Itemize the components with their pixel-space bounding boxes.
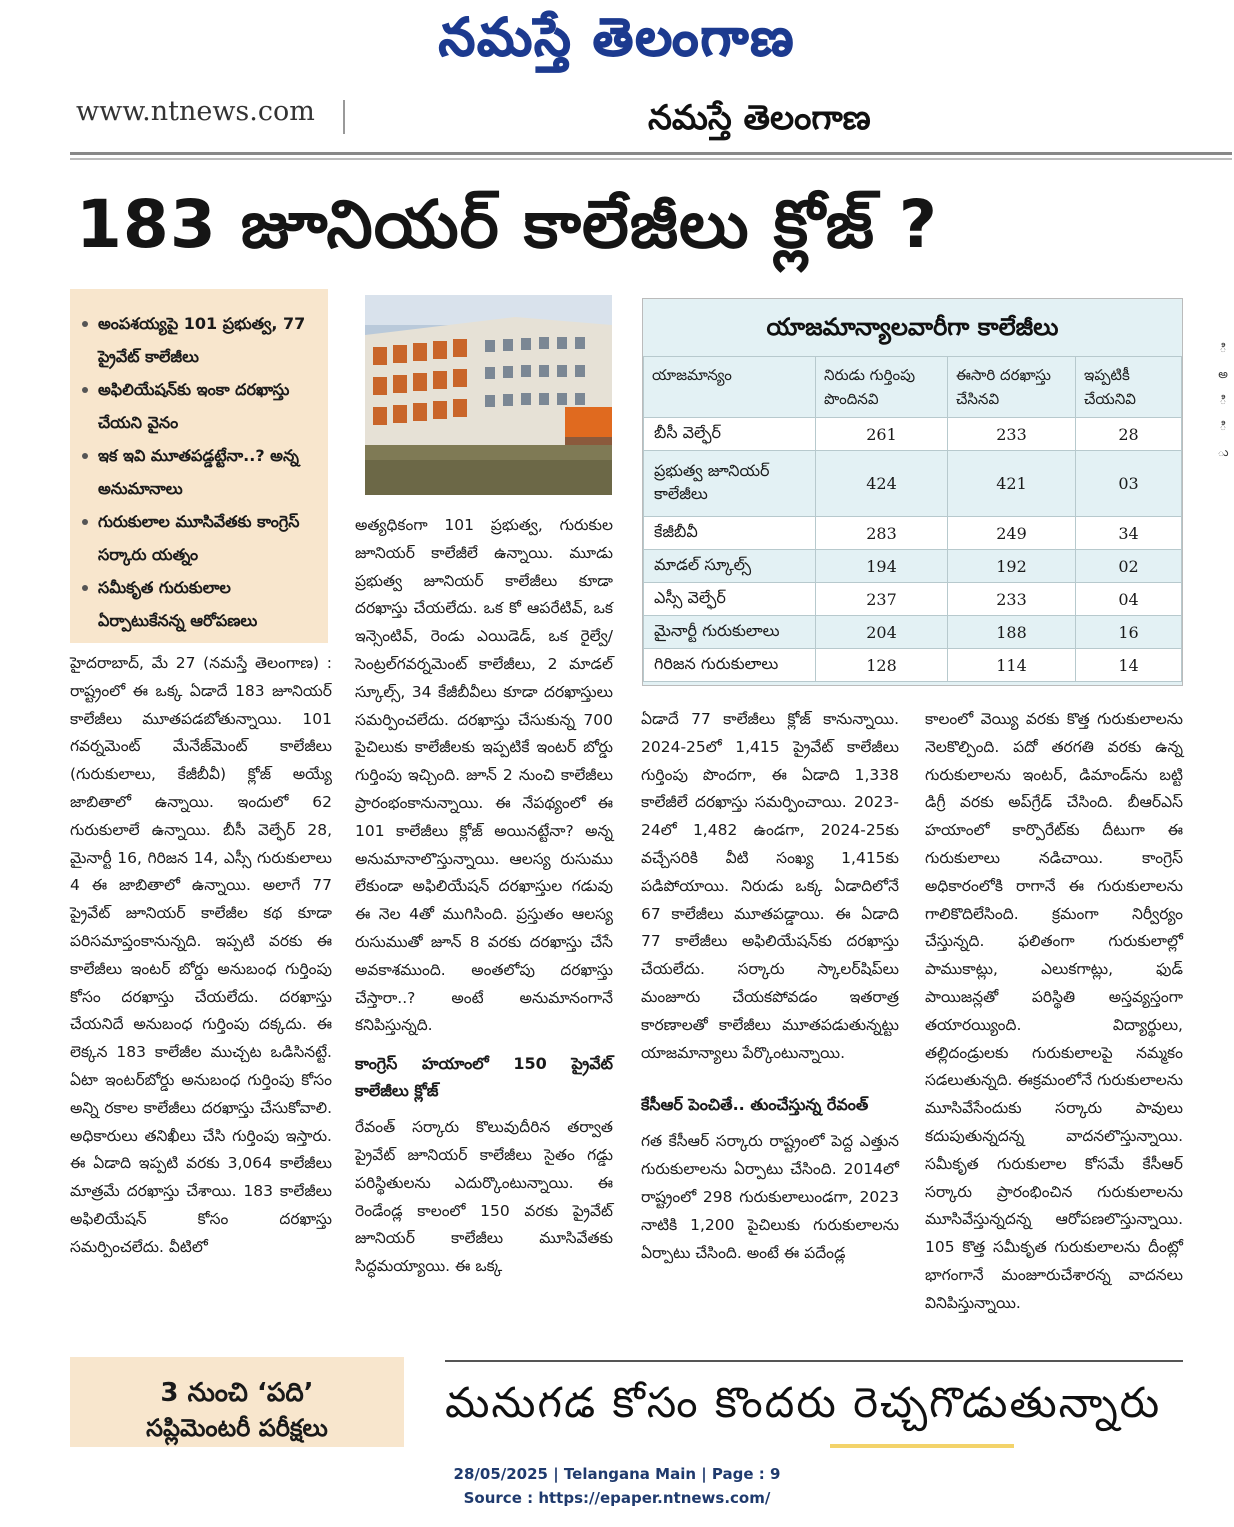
table-row	[644, 583, 1182, 616]
article-paragraph: హైదరాబాద్‌, మే 27 (నమస్తే తెలంగాణ) : రాష్ట్రంలో ఈ ఒక్క ఏడాదే 183 జూనియర్‌ కాలేజీలు మూతపడబోతున్నాయి. 101 గవర్నమెంట్‌ మేనేజ్‌మెంట్‌ కాలేజీలు (గురుకులాలు, కేజీబీవీ) క్లోజ్‌ అయ్యే జాబితాలో ఉన్నాయి. ఇందులో 62 గురుకులాలే ఉన్నాయి. బీసీ వెల్ఫేర్‌ 28, మైనార్టీ 16, గిరిజన 14, ఎస్సీ గురుకులాలు 4 ఈ జాబితాలో ఉన్నాయి. అలాగే 77 ప్రైవేట్‌ జూనియర్‌ కాలేజీల కథ కూడా పరిసమాప్తంకానున్నది. ఇప్పటి వరకు ఈ కాలేజీలు ఇంటర్‌ బోర్డు అనుబంధ గుర్తింపు కోసం దరఖాస్తు చేయలేదు. దరఖాస్తు చేయనిదే అనుబంధ గుర్తింపు దక్కదు. ఈ లెక్కన 183 కాలేజీల ముచ్చట ఒడిసినట్టే. ఏటా ఇంటర్‌బోర్డు అనుబంధ గుర్తింపు కోసం అన్ని రకాల కాలేజీలు దరఖాస్తు చేసుకోవాలి. అధికారులు తనిఖీలు చేసి గుర్తింపు ఇస్తారు. ఈ ఏడాది ఇప్పటి వరకు 3,064 కాలేజీలు మాత్రమే దరఖాస్తు చేశాయి. 183 కాలేజీలు అఫిలియేషన్‌ కోసం దరఖాస్తు సమర్పించలేదు. వీటిలో	[70, 654, 332, 1256]
teaser-title: 3 నుంచి ‘పది’	[160, 1378, 314, 1408]
table-cell: 16	[1076, 616, 1182, 649]
bottom-rule	[445, 1360, 1183, 1362]
table-cell: 114	[948, 649, 1076, 682]
table-cell: 233	[948, 583, 1076, 616]
table-row	[644, 517, 1182, 550]
column-header: యాజమాన్యం	[644, 357, 816, 418]
table-cell: 128	[816, 649, 948, 682]
table-cell: 188	[948, 616, 1076, 649]
table-cell: 03	[1076, 451, 1182, 517]
article-column-2	[355, 512, 613, 1281]
building-illustration	[365, 295, 612, 495]
main-headline: 183 జూనియర్‌ కాలేజీలు క్లోజ్‌ ?	[76, 186, 939, 263]
table-cell: మాడల్‌ స్కూల్స్‌	[644, 550, 816, 583]
adjacent-article-fragment: ి అ ి ి ు	[1217, 341, 1229, 459]
column-header: ఇప్పటికీ చేయనివి	[1076, 357, 1182, 418]
management-table	[643, 356, 1182, 682]
table-cell: 261	[816, 418, 948, 451]
article-subheading: కాంగ్రెస్‌ హయాంలో 150 ప్రైవేట్‌ కాలేజీలు క్లోజ్‌	[355, 1054, 613, 1101]
table-cell: మైనార్టీ గురుకులాలు	[644, 616, 816, 649]
article-subheading: కేసీఆర్‌ పెంచితే.. తుంచేస్తున్న రేవంత్‌	[641, 1095, 869, 1115]
article-paragraph: గత కేసీఆర్‌ సర్కారు రాష్ట్రంలో పెద్ద ఎత్తున గురుకులాలను ఏర్పాటు చేసింది. 2014లో రాష్ట్రంలో 298 గురుకులాలుండగా, 2023 నాటికి 1,200 పైచిలుకు గురుకులాలను ఏర్పాటు చేసింది. అంటే ఈ పదేండ్ల	[641, 1132, 899, 1262]
website-url: www.ntnews.com	[76, 96, 315, 127]
teaser-subtitle: సప్లిమెంటరీ పరీక్షలు	[146, 1414, 328, 1442]
table-cell: 283	[816, 517, 948, 550]
table-title: యాజమాన్యాలవారీగా కాలేజీలు	[766, 313, 1059, 341]
column-header: ఈసారి దరఖాస్తు చేసినవి	[948, 357, 1076, 418]
college-building-photo	[365, 295, 612, 495]
table-cell: 204	[816, 616, 948, 649]
column-header: నిరుడు గుర్తింపు పొందినవి	[816, 357, 948, 418]
table-cell: 237	[816, 583, 948, 616]
article-column-1	[70, 650, 332, 1262]
table-cell: 34	[1076, 517, 1182, 550]
table-cell: 28	[1076, 418, 1182, 451]
table-cell: 14	[1076, 649, 1182, 682]
table-row	[644, 418, 1182, 451]
highlight-item: ఇక ఇవి మూతపడ్డట్టేనా..? అన్న అనుమానాలు	[82, 439, 318, 505]
table-cell: 421	[948, 451, 1076, 517]
next-article-headline: మనుగడ కోసం కొందరు రెచ్చగొడుతున్నారు	[445, 1378, 1162, 1427]
table-cell: గిరిజన గురుకులాలు	[644, 649, 816, 682]
table-cell: 249	[948, 517, 1076, 550]
highlight-strip	[830, 1444, 1014, 1448]
highlight-item: సమీకృత గురుకులాల ఏర్పాటుకేనన్న ఆరోపణలు	[82, 571, 318, 637]
table-cell: 424	[816, 451, 948, 517]
table-cell: 233	[948, 418, 1076, 451]
table-cell: 04	[1076, 583, 1182, 616]
highlights-list	[82, 307, 318, 637]
page-footer	[0, 1462, 1234, 1510]
section-title: నమస్తే తెలంగాణ	[648, 98, 871, 138]
article-paragraph: అత్యధికంగా 101 ప్రభుత్వ, గురుకుల జూనియర్‌ కాలేజీలే ఉన్నాయి. మూడు ప్రభుత్వ జూనియర్‌ కాలేజీలు కూడా దరఖాస్తు చేయలేదు. ఒక కో ఆపరేటివ్‌, ఒక ఇన్సెంటివ్‌, రెండు ఎయిడెడ్‌, ఒక రైల్వే/సెంట్రల్‌గవర్నమెంట్‌ కాలేజీలు, 2 మాడల్‌ స్కూల్స్‌, 34 కేజీబీవీలు కూడా దరఖాస్తులు సమర్పించలేదు. దరఖాస్తు చేసుకున్న 700 పైచిలుకు కాలేజీలకు ఇప్పటికే ఇంటర్‌ బోర్డు గుర్తింపు ఇచ్చింది. జూన్‌ 2 నుంచి కాలేజీలు ప్రారంభంకానున్నాయి. ఈ నేపథ్యంలో ఈ 101 కాలేజీలు క్లోజ్‌ అయినట్టేనా? అన్న అనుమానాలొస్తున్నాయి. ఆలస్య రుసుము లేకుండా అఫిలియేషన్‌ దరఖాస్తుల గడువు ఈ నెల 4తో ముగిసింది. ప్రస్తుతం ఆలస్య రుసుముతో జూన్‌ 8 వరకు దరఖాస్తు చేసే అవకాశముంది. అంతలోపు దరఖాస్తు చేస్తారా..? అంటే అనుమానంగానే కనిపిస్తున్నది.	[355, 516, 613, 1035]
table-row	[644, 649, 1182, 682]
article-paragraph: రేవంత్‌ సర్కారు కొలువుదీరిన తర్వాత ప్రైవేట్‌ జూనియర్‌ కాలేజీలు సైతం గడ్డు పరిస్థితులను ఎదుర్కొంటున్నాయి. ఈ రెండేండ్ల కాలంలో 150 వరకు ప్రైవేట్‌ జూనియర్‌ కాలేజీలు మూసివేతకు సిద్ధమయ్యాయి. ఈ ఒక్క	[355, 1118, 613, 1276]
table-cell: ప్రభుత్వ జూనియర్‌ కాలేజీలు	[644, 451, 816, 517]
table-row	[644, 616, 1182, 649]
highlight-item: అంపశయ్యపై 101 ప్రభుత్వ, 77 ప్రైవేట్‌ కాలేజీలు	[82, 307, 318, 373]
table-row	[644, 451, 1182, 517]
footer-source-link[interactable]: Source : https://epaper.ntnews.com/	[463, 1489, 771, 1507]
newspaper-logo: నమస్తే తెలంగాణ	[438, 8, 796, 68]
article-column-4	[925, 706, 1183, 1318]
header-rule-secondary	[70, 158, 1232, 160]
header-divider	[343, 100, 345, 134]
table-cell: బీసీ వెల్ఫేర్‌	[644, 418, 816, 451]
article-paragraph: ఏడాదే 77 కాలేజీలు క్లోజ్‌ కానున్నాయి. 2024-25లో 1,415 ప్రైవేట్‌ కాలేజీలు గుర్తింపు పొందగా, ఈ ఏడాది 1,338 కాలేజీలే దరఖాస్తు సమర్పించాయి. 2023-24లో 1,482 ఉండగా, 2024-25కు వచ్చేసరికి వీటి సంఖ్య 1,415కు పడిపోయాయి. నిరుడు ఒక్క ఏడాదిలోనే 67 కాలేజీలు మూతపడ్డాయి. ఈ ఏడాది 77 కాలేజీలు అఫిలియేషన్‌కు దరఖాస్తు చేయలేదు. సర్కారు స్కాలర్‌షిప్‌లు మంజూరు చేయకపోవడం ఇతరాత్ర కారణాలతో కాలేజీలు మూతపడుతున్నట్టు యాజమాన్యాలు పేర్కొంటున్నాయి.	[641, 710, 899, 1062]
table-row	[644, 550, 1182, 583]
table-cell: ఎస్సీ వెల్ఫేర్‌	[644, 583, 816, 616]
table-cell: కేజీబీవీ	[644, 517, 816, 550]
article-paragraph: కాలంలో వెయ్యి వరకు కొత్త గురుకులాలను నెలకొల్పింది. పదో తరగతి వరకు ఉన్న గురుకులాలను ఇంటర్‌, డిమాండ్‌ను బట్టి డిగ్రీ వరకు అప్‌గ్రేడ్‌ చేసింది. బీఆర్‌ఎస్‌ హయాంలో కార్పొరేట్‌కు దీటుగా ఈ గురుకులాలు నడిచాయి. కాంగ్రెస్‌ అధికారంలోకి రాగానే ఈ గురుకులాలను గాలికొదిలేసింది. క్రమంగా నిర్వీర్యం చేస్తున్నది. ఫలితంగా గురుకులాల్లో పాముకాట్లు, ఎలుకగాట్లు, ఫుడ్‌ పాయిజన్లతో పరిస్థితి అస్తవ్యస్తంగా తయారయ్యింది. విద్యార్థులు, తల్లిదండ్రులకు గురుకులాలపై నమ్మకం సడలుతున్నది. ఈక్రమంలోనే గురుకులాలను మూసివేసేందుకు సర్కారు పావులు కదుపుతున్నదన్న వాదనలొస్తున్నాయి. సమీకృత గురుకులాల కోసమే కేసీఆర్‌ సర్కారు ప్రారంభించిన గురుకులాలను మూసివేస్తున్నదన్న ఆరోపణలొస్తున్నాయి. 105 కొత్త సమీకృత గురుకులాలను దీంట్లో భాగంగానే మంజూరుచేశారన్న వాదనలు వినిపిస్తున్నాయి.	[925, 710, 1183, 1312]
table-header-row	[644, 357, 1182, 418]
highlight-item: గురుకులాల మూసివేతకు కాంగ్రెస్‌ సర్కారు యత్నం	[82, 505, 318, 571]
masthead	[0, 8, 1234, 81]
header-rule	[70, 152, 1232, 155]
footer-edition-info: 28/05/2025 | Telangana Main | Page : 9	[453, 1465, 781, 1483]
highlight-item: అఫిలియేషన్‌కు ఇంకా దరఖాస్తు చేయని వైనం	[82, 373, 318, 439]
article-column-3	[641, 706, 899, 1267]
teaser-box	[70, 1357, 404, 1447]
management-table-box	[642, 298, 1183, 686]
table-cell: 192	[948, 550, 1076, 583]
table-cell: 194	[816, 550, 948, 583]
table-cell: 02	[1076, 550, 1182, 583]
highlights-box	[70, 289, 328, 643]
